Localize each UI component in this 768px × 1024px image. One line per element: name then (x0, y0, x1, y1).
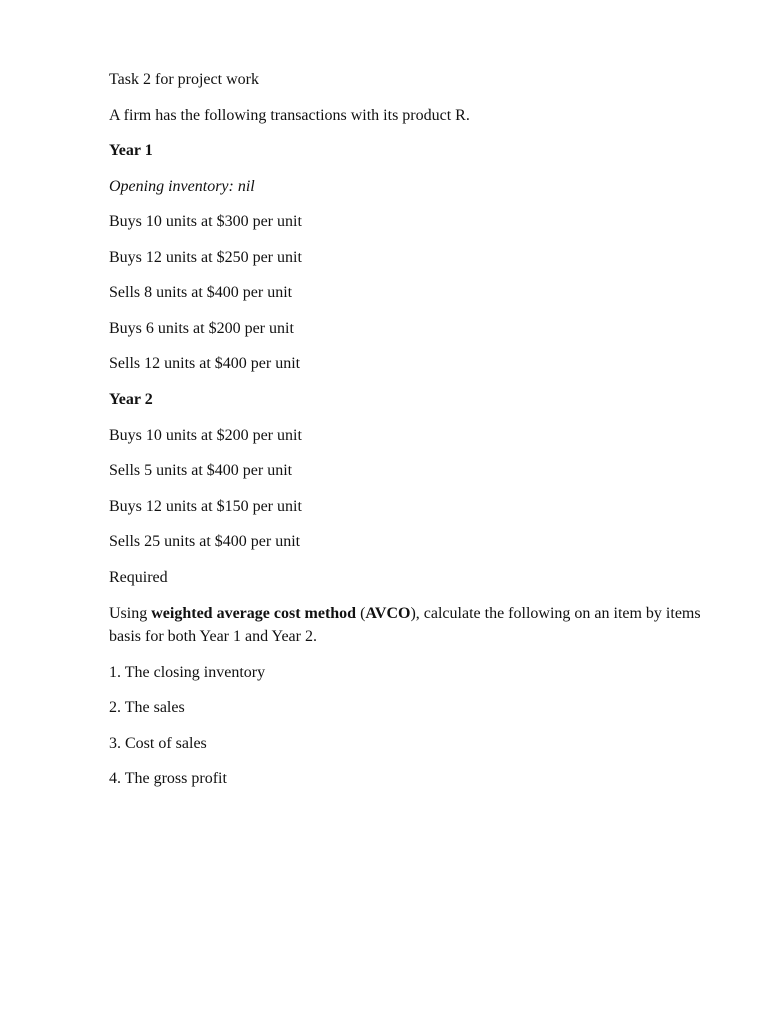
instruction-paragraph (109, 602, 729, 648)
opening-inventory: Opening inventory: nil (109, 178, 255, 195)
year2-transaction-1: Buys 10 units at $200 per unit (109, 427, 302, 444)
instruction-abbrev-open: ( (356, 605, 366, 622)
year1-transaction-3: Sells 8 units at $400 per unit (109, 284, 293, 301)
year2-transaction-4: Sells 25 units at $400 per unit (109, 533, 301, 550)
year2-heading: Year 2 (109, 391, 153, 408)
requirement-1: 1. The closing inventory (109, 664, 266, 681)
year2-transaction-2: Sells 5 units at $400 per unit (109, 462, 293, 479)
instruction-abbrev: AVCO (365, 605, 411, 622)
requirement-2: 2. The sales (109, 699, 185, 716)
document-title: Task 2 for project work (109, 71, 259, 88)
year1-transaction-1: Buys 10 units at $300 per unit (109, 213, 302, 230)
year1-transaction-2: Buys 12 units at $250 per unit (109, 249, 302, 266)
year1-heading: Year 1 (109, 142, 153, 159)
instruction-method: weighted average cost method (151, 605, 357, 622)
year1-transaction-5: Sells 12 units at $400 per unit (109, 355, 301, 372)
intro-text: A firm has the following transactions with its product R. (109, 107, 470, 124)
year1-transaction-4: Buys 6 units at $200 per unit (109, 320, 294, 337)
year2-transaction-3: Buys 12 units at $150 per unit (109, 498, 302, 515)
instruction-suffix: ), calculate the following on an item by items basis for both Year 1 and Year 2. (109, 605, 701, 645)
requirement-3: 3. Cost of sales (109, 735, 207, 752)
instruction-prefix: Using (109, 605, 152, 622)
requirement-4: 4. The gross profit (109, 770, 227, 787)
required-label: Required (109, 569, 168, 586)
